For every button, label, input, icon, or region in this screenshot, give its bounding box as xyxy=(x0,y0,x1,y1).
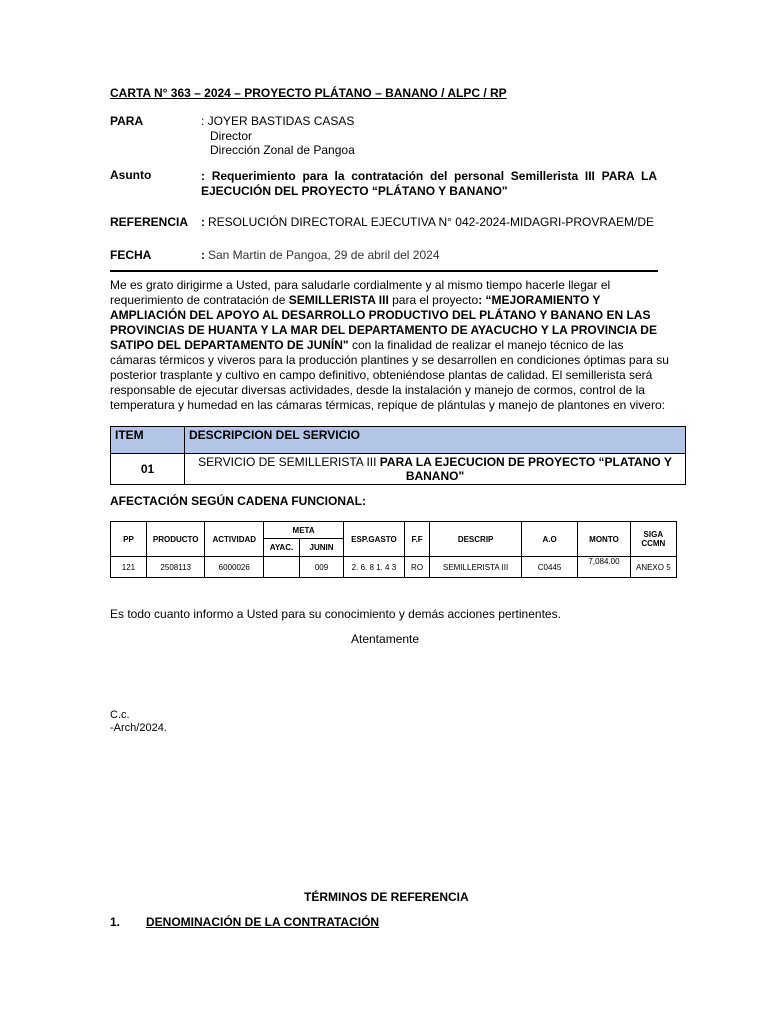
archive-note: -Arch/2024. xyxy=(110,722,167,734)
table-row xyxy=(111,454,686,485)
para-label: PARA xyxy=(110,114,144,128)
budget-table xyxy=(110,521,677,578)
body-line: requerimiento de contratación de SEMILLERISTA III para el proyecto: “MEJORAMIENTO Y xyxy=(110,293,601,307)
header-divider xyxy=(110,270,658,272)
para-name: : JOYER BASTIDAS CASAS xyxy=(201,114,355,128)
col-header-monto: MONTO xyxy=(578,522,630,557)
col-header-item: ITEM xyxy=(111,427,185,454)
fecha-colon: : xyxy=(201,248,205,262)
body-line: cámaras térmicos y viveros para la producción plantines y se desarrollen en condiciones óptimas para su xyxy=(110,353,669,367)
cell-pp: 121 xyxy=(111,557,147,578)
table-header-row xyxy=(111,427,686,454)
item-number: 01 xyxy=(111,454,185,485)
fecha-label: FECHA xyxy=(110,248,152,262)
table-header-row xyxy=(111,522,677,539)
letter-title: CARTA N° 363 – 2024 – PROYECTO PLÁTANO – BANANO / ALPC / RP xyxy=(110,86,507,100)
body-line: Me es grato dirigirme a Usted, para saludarle cordialmente y al mismo tiempo hacerle llegar el xyxy=(110,278,611,292)
body-line: PROVINCIAS DE HUANTA Y LA MAR DEL DEPARTAMENTO DE AYACUCHO Y LA PROVINCIA DE xyxy=(110,323,657,337)
closing-text: Es todo cuanto informo a Usted para su conocimiento y demás acciones pertinentes. xyxy=(110,607,561,621)
referencia-text: RESOLUCIÓN DIRECTORAL EJECUTIVA N° 042-2024-MIDAGRI-PROVRAEM/DE xyxy=(208,215,655,229)
body-line: responsable de ejecutar diversas actividades, desde la instalación y manejo de cormos, control de la xyxy=(110,383,645,397)
cc-label: C.c. xyxy=(110,709,130,721)
col-header-pp: PP xyxy=(111,522,147,557)
asunto-text: : Requerimiento para la contratación del personal Semillerista III PARA LA EJECUCIÓN DEL PROYECTO “PLÁTANO Y BANANO" xyxy=(201,169,657,198)
cell-producto: 2508113 xyxy=(146,557,205,578)
cell-siga: ANEXO 5 xyxy=(630,557,676,578)
col-header-producto: PRODUCTO xyxy=(146,522,205,557)
section-title: DENOMINACIÓN DE LA CONTRATACIÓN xyxy=(146,915,380,929)
table-row xyxy=(111,557,677,578)
para-position: Director xyxy=(210,129,253,143)
body-line: temperatura y humedad en las cámaras térmicas, repique de plántulas y manejo de plantones en vivero: xyxy=(110,398,665,412)
cell-monto: 7,084.00 xyxy=(578,557,630,578)
copy-to xyxy=(110,709,167,735)
col-header-ayac: AYAC. xyxy=(264,539,300,557)
cell-ff: RO xyxy=(404,557,430,578)
body-line: AMPLIACIÓN DEL APOYO AL DESARROLLO PRODUCTIVO DEL PLÁTANO Y BANANO EN LAS xyxy=(110,308,651,322)
cell-ayac xyxy=(264,557,300,578)
fecha-text: San Martin de Pangoa, 29 de abril del 2024 xyxy=(208,248,440,262)
body-line: posterior trasplante y cultivo en campo definitivo, obteniéndose plantas de calidad. El semillerista será xyxy=(110,368,653,382)
cell-ao: C0445 xyxy=(521,557,577,578)
referencia-colon: : xyxy=(201,215,205,229)
col-header-junin: JUNIN xyxy=(299,539,343,557)
col-header-meta: META xyxy=(264,522,344,539)
col-header-description: DESCRIPCION DEL SERVICIO xyxy=(185,427,686,454)
cell-actividad: 6000026 xyxy=(205,557,264,578)
salutation: Atentamente xyxy=(351,632,420,646)
col-header-ao: A.O xyxy=(521,522,577,557)
body-line: SATIPO DEL DEPARTAMENTO DE JUNÍN" con la finalidad de realizar el manejo técnico de las xyxy=(110,338,624,352)
section-number: 1. xyxy=(110,915,121,929)
col-header-ff: F.F xyxy=(404,522,430,557)
col-header-siga: SIGA CCMN xyxy=(630,522,676,557)
col-header-descrip: DESCRIP xyxy=(430,522,521,557)
referencia-label: REFERENCIA xyxy=(110,215,189,229)
cell-descrip: SEMILLERISTA III xyxy=(430,557,521,578)
letter-body xyxy=(110,278,669,413)
service-items-table xyxy=(110,426,686,485)
item-description: SERVICIO DE SEMILLERISTA III PARA LA EJECUCION DE PROYECTO “PLATANO Y BANANO" xyxy=(185,454,686,485)
afectacion-heading: AFECTACIÓN SEGÚN CADENA FUNCIONAL: xyxy=(110,494,366,508)
cell-esp-gasto: 2. 6. 8 1. 4 3 xyxy=(344,557,405,578)
asunto-label: Asunto xyxy=(110,168,152,182)
col-header-esp-gasto: ESP.GASTO xyxy=(344,522,405,557)
terms-heading: TÉRMINOS DE REFERENCIA xyxy=(304,890,469,904)
para-office: Dirección Zonal de Pangoa xyxy=(210,143,355,157)
cell-junin: 009 xyxy=(299,557,343,578)
col-header-actividad: ACTIVIDAD xyxy=(205,522,264,557)
